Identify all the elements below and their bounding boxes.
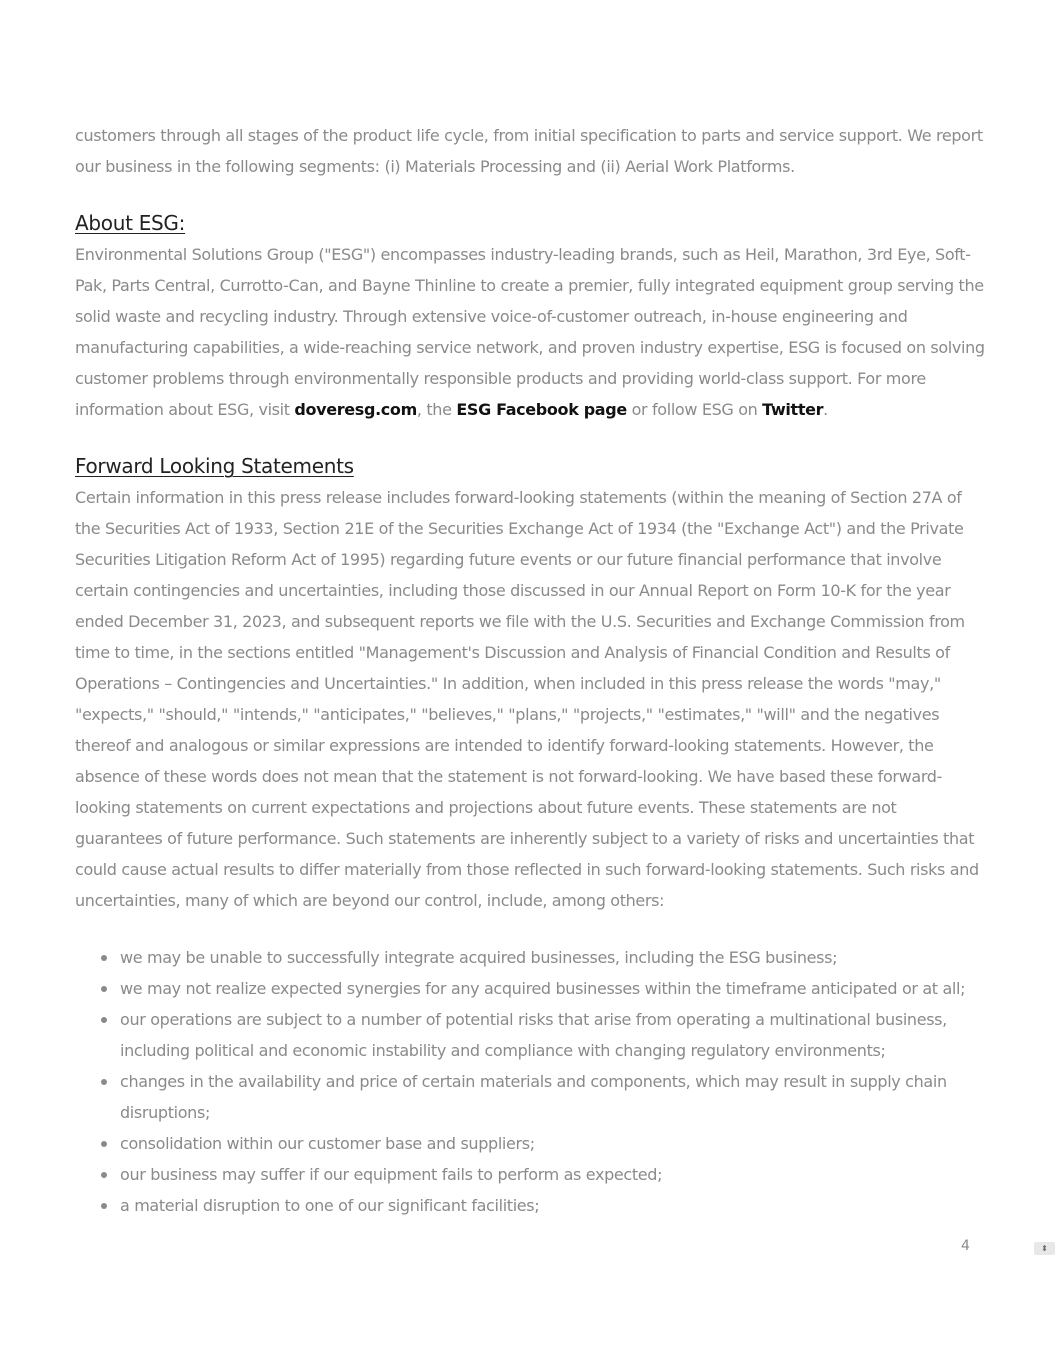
about-esg-text: Environmental Solutions Group ("ESG") encompasses industry-leading brands, such as Heil, Marathon, 3rd Eye, Soft-Pak, Parts Central, Currotto-Can, and Bayne Thinline to create a premier, fully integrated equipment group serving the solid waste and recycling industry. Through extensive voice-of-customer outreach, in-house engineering and manufacturing capabilities, a wide-reaching service network, and proven industry expertise, ESG is focused on solving customer problems through environmentally responsible products and providing world-class support. For more information about ESG, visit (75, 245, 985, 419)
bullet-icon (101, 955, 107, 961)
twitter-link[interactable]: Twitter (762, 400, 824, 419)
scroll-stepper-icon[interactable]: ⬍ (1034, 1242, 1055, 1255)
bullet-icon (101, 1017, 107, 1023)
risk-text: changes in the availability and price of certain materials and components, which may result in supply chain disruptions; (120, 1072, 947, 1122)
bullet-icon (101, 986, 107, 992)
bullet-icon (101, 1141, 107, 1147)
list-item (120, 1004, 985, 1066)
risk-text: consolidation within our customer base and suppliers; (120, 1134, 535, 1153)
list-item (120, 1066, 985, 1128)
list-item (120, 942, 985, 973)
intro-paragraph: customers through all stages of the product life cycle, from initial specification to parts and service support. We report our business in the following segments: (i) Materials Processing and (ii) Aerial Work Platforms. (75, 126, 983, 176)
risk-text: a material disruption to one of our significant facilities; (120, 1196, 540, 1215)
risk-text: we may not realize expected synergies for any acquired businesses within the timeframe anticipated or at all; (120, 979, 966, 998)
bullet-icon (101, 1203, 107, 1209)
page-number: 4 (961, 1238, 970, 1254)
website-link[interactable]: doveresg.com (294, 400, 417, 419)
risk-text: our business may suffer if our equipment fails to perform as expected; (120, 1165, 663, 1184)
list-item (120, 1190, 985, 1221)
link-separator: , the (416, 400, 457, 419)
forward-looking-paragraph: Certain information in this press release includes forward-looking statements (within the meaning of Section 27A of the Securities Act of 1933, Section 21E of the Securities Exchange Act of 1934 (the "Exchange Act") and the Private Securities Litigation Reform Act of 1995) regarding future events or our future financial performance that involve certain contingencies and uncertainties, including those discussed in our Annual Report on Form 10-K for the year ended December 31, 2023, and subsequent reports we file with the U.S. Securities and Exchange Commission from time to time, in the sections entitled "Management's Discussion and Analysis of Financial Condition and Results of Operations – Contingencies and Uncertainties." In addition, when included in this press release the words "may," "expects," "should," "intends," "anticipates," "believes," "plans," "projects," "estimates," "will" and the negatives thereof and analogous or similar expressions are intended to identify forward-looking statements. However, the absence of these words does not mean that the statement is not forward-looking. We have based these forward-looking statements on current expectations and projections about future events. These statements are not guarantees of future performance. Such statements are inherently subject to a variety of risks and uncertainties that could cause actual results to differ materially from those reflected in such forward-looking statements. Such risks and uncertainties, many of which are beyond our control, include, among others: (75, 488, 979, 910)
sentence-end: . (823, 400, 828, 419)
list-item (120, 1128, 985, 1159)
list-item (120, 1159, 985, 1190)
facebook-link[interactable]: ESG Facebook page (456, 400, 627, 419)
about-esg-paragraph (75, 239, 985, 425)
risk-text: we may be unable to successfully integrate acquired businesses, including the ESG business; (120, 948, 838, 967)
risk-list (75, 942, 985, 1221)
risk-text: our operations are subject to a number of potential risks that arise from operating a multinational business, including political and economic instability and compliance with changing regulatory environments; (120, 1010, 947, 1060)
bullet-icon (101, 1079, 107, 1085)
bullet-icon (101, 1172, 107, 1178)
document-page (75, 120, 985, 1221)
link-separator: or follow ESG on (626, 400, 763, 419)
forward-looking-heading: Forward Looking Statements (75, 454, 354, 478)
list-item (120, 973, 985, 1004)
about-esg-heading: About ESG: (75, 211, 186, 235)
